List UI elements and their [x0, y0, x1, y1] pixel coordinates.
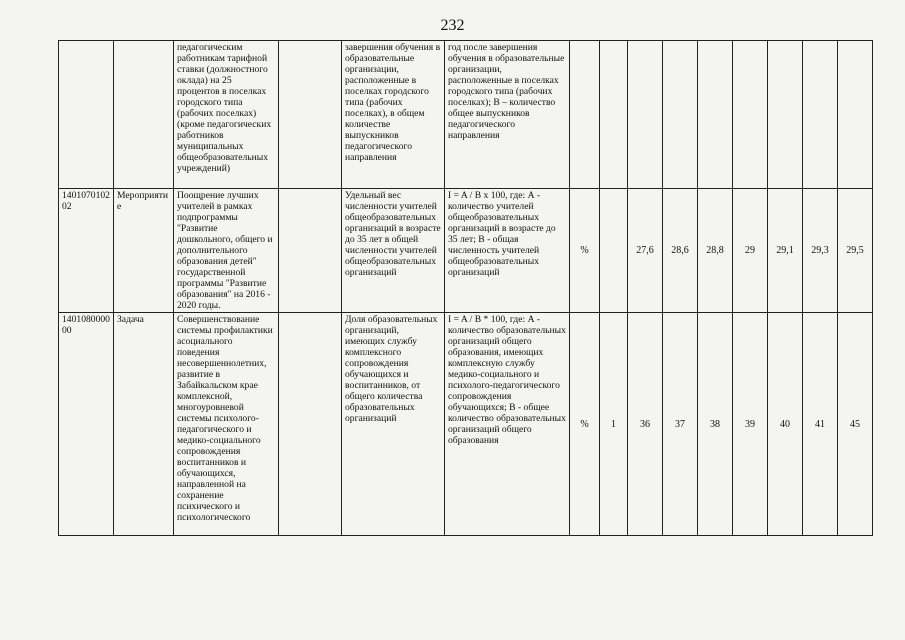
value-cell: 45 [838, 313, 873, 536]
value-cell: 29 [733, 189, 768, 313]
empty-cell [279, 41, 342, 189]
value-cell: 29,1 [768, 189, 803, 313]
type-cell: Мероприятие [114, 189, 174, 313]
code-cell [59, 41, 114, 189]
name-cell: Совершенствование системы профилактики асоциального поведения несовершеннолетних, развитие в Забайкальском крае комплексной, многоуровневой системы психолого-педагогического и медико-социального сопровождения воспитанников и обучающихся, направленной на сохранение психического и психологического [174, 313, 279, 536]
value-cell: 40 [768, 313, 803, 536]
type-cell: Задача [114, 313, 174, 536]
page-number: 232 [440, 17, 465, 34]
value-cell [733, 41, 768, 189]
empty-cell [279, 189, 342, 313]
name-cell: Поощрение лучших учителей в рамках подпрограммы "Развитие дошкольного, общего и дополнительного образования детей" государственной программы "Развитие образования" на 2016 - 2020 годы. [174, 189, 279, 313]
value-cell [600, 189, 628, 313]
value-cell [628, 41, 663, 189]
code-cell: 1401080000 00 [59, 313, 114, 536]
value-cell [768, 41, 803, 189]
indicator-cell: Доля образовательных организаций, имеющих службу комплексного сопровождения обучающихся и воспитанников, от общего количества образовательных организаций [342, 313, 445, 536]
indicator-cell: Удельный вес численности учителей общеобразовательных организаций в возрасте до 35 лет в общей численности учителей общеобразовательных организаций [342, 189, 445, 313]
code-cell: 1401070102 02 [59, 189, 114, 313]
value-cell [600, 41, 628, 189]
empty-cell [279, 313, 342, 536]
type-cell [114, 41, 174, 189]
value-cell: 36 [628, 313, 663, 536]
value-cell [838, 41, 873, 189]
value-cell: 41 [803, 313, 838, 536]
formula-cell: I = A / B * 100, где: А - количество образовательных организаций общего образования, имеющих комплексную службу медико-социального и психолого-педагогического сопровождения обучающихся; В - общее количество образовательных организаций общего образования [445, 313, 570, 536]
value-cell: 37 [663, 313, 698, 536]
value-cell: 1 [600, 313, 628, 536]
value-cell: 27,6 [628, 189, 663, 313]
value-cell [803, 41, 838, 189]
value-cell: 39 [733, 313, 768, 536]
unit-cell: % [570, 189, 600, 313]
program-table [58, 40, 873, 536]
value-cell: 28,6 [663, 189, 698, 313]
formula-cell: I = A / B x 100, где: А - количество учителей общеобразовательных организаций в возрасте до 35 лет; В - общая численность учителей общеобразовательных организаций [445, 189, 570, 313]
value-cell [698, 41, 733, 189]
name-cell: педагогическим работникам тарифной ставки (должностного оклада) на 25 процентов в поселках городского типа (рабочих поселках) (кроме педагогических работников муниципальных общеобразовательных учреждений) [174, 41, 279, 189]
indicator-cell: завершения обучения в образовательные организации, расположенные в поселках городского типа (рабочих поселках), в общем количестве выпускников педагогического направления [342, 41, 445, 189]
value-cell: 29,3 [803, 189, 838, 313]
table-row [59, 313, 873, 536]
value-cell: 29,5 [838, 189, 873, 313]
table-row [59, 41, 873, 189]
table-row [59, 189, 873, 313]
value-cell: 38 [698, 313, 733, 536]
formula-cell: год после завершения обучения в образовательные организации, расположенные в поселках городского типа (рабочих поселках); В – количество общее выпускников педагогического направления [445, 41, 570, 189]
unit-cell [570, 41, 600, 189]
unit-cell: % [570, 313, 600, 536]
value-cell [663, 41, 698, 189]
value-cell: 28,8 [698, 189, 733, 313]
